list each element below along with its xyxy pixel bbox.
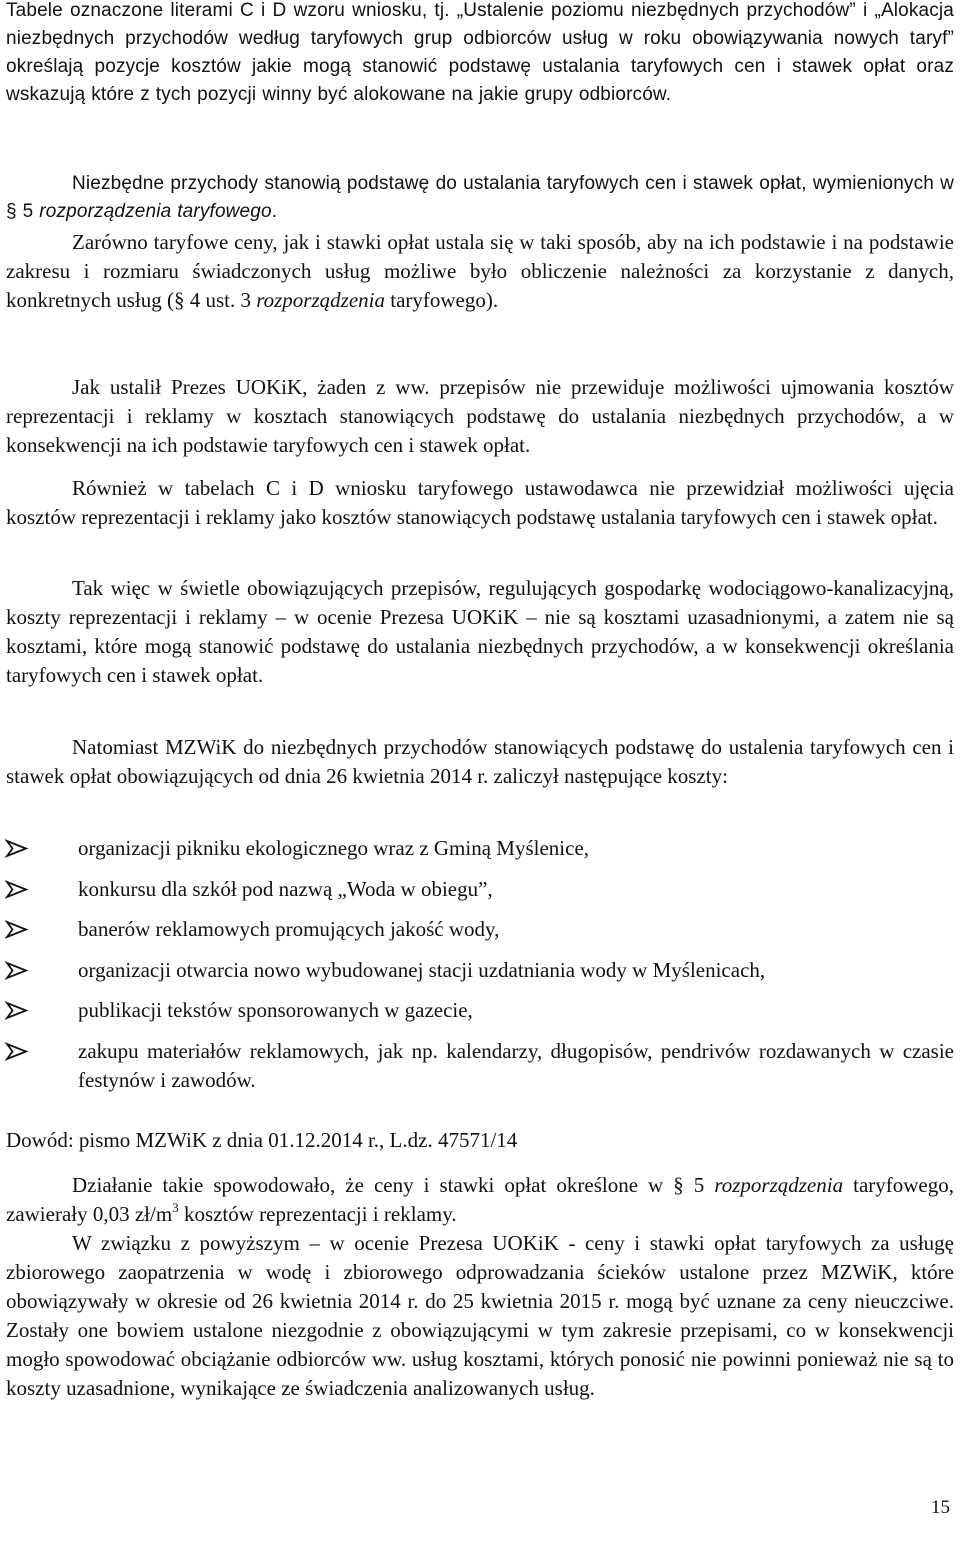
paragraph-tables-legislator [6,474,954,532]
paragraph-text: . [271,201,278,222]
page-number: 15 [931,1497,950,1518]
list-item [6,996,954,1025]
paragraph-text: Tabele oznaczone literami C i D wzoru wniosku, tj. „Ustalenie poziomu niezbędnych przychodów” i „Alokacja niezbędnych przychodów według taryfowych grup odbiorców usług w roku obowiązywania nowych taryf” określają pozycje kosztów jakie mogą stanowić podstawę ustalania taryfowych cen i stawek opłat oraz wskazują które z tych pozycji winny być alokowane na jakie grupy odbiorców. [6,0,954,105]
paragraph-mzwik-costs [6,733,954,791]
italic-citation: rozporządzenia taryfowego [39,201,272,222]
list-item [6,1037,954,1095]
paragraph-text: W związku z powyższym – w ocenie Prezesa UOKiK - ceny i stawki opłat taryfowych za usługę zbiorowego zaopatrzenia w wodę i zbiorowego odprowadzania ścieków ustalone przez MZWiK, które obowiązywały w okresie od 26 kwietnia 2014 r. do 25 kwietnia 2015 r. mogą być uznane za ceny nieuczciwe. Zostały one bowiem ustalone niezgodnie z obowiązującymi w tym zakresie przepisami, co w konsekwencji mogło spowodować obciążanie odbiorców ww. usług kosztami, których ponosić nie powinni ponieważ nie są to koszty uzasadnione, wynikające ze świadczenia analizowanych usług. [6,1231,954,1400]
list-item-text: zakupu materiałów reklamowych, jak np. kalendarzy, długopisów, pendrivów rozdawanych w czasie festynów i zawodów. [78,1038,954,1092]
document-page [6,0,954,1543]
paragraph-costs-unjustified [6,574,954,690]
paragraph-effect [6,1171,954,1229]
paragraph-text: taryfowego, zawierały 0,03 zł/m [6,1173,954,1226]
paragraph-tariff-prices [6,228,954,315]
paragraph-text: kosztów reprezentacji i reklamy. [178,1202,457,1226]
paragraph-text: Działanie takie spowodowało, że ceny i stawki opłat określone w § 5 [72,1173,715,1197]
arrowhead-bullet-icon [4,956,32,985]
paragraph-necessary-revenue [6,170,954,226]
list-item [6,956,954,985]
arrowhead-bullet-icon [4,915,32,944]
paragraph-text: Niezbędne przychody stanowią podstawę do ustalania taryfowych cen i stawek opłat, wymienionych w § 5 [6,173,954,222]
cost-list [6,834,954,1106]
paragraph-tables-cd [6,0,954,109]
evidence-text: Dowód: pismo MZWiK z dnia 01.12.2014 r., L.dz. 47571/14 [6,1128,518,1152]
arrowhead-bullet-icon [4,996,32,1025]
italic-citation: rozporządzenia [256,288,385,312]
paragraph-text: Natomiast MZWiK do niezbędnych przychodów stanowiących podstawę do ustalenia taryfowych cen i stawek opłat obowiązujących od dnia 26 kwietnia 2014 r. zaliczył następujące koszty: [6,735,954,788]
list-item-text: organizacji otwarcia nowo wybudowanej stacji uzdatniania wody w Myślenicach, [78,957,766,982]
list-item-text: banerów reklamowych promujących jakość wody, [78,917,500,941]
arrowhead-bullet-icon [4,834,32,863]
paragraph-conclusion [6,1229,954,1403]
list-item [6,834,954,863]
paragraph-text: Tak więc w świetle obowiązujących przepisów, regulujących gospodarkę wodociągowo-kanalizacyjną, koszty reprezentacji i reklamy – w ocenie Prezesa UOKiK – nie są kosztami uzasadnionymi, a zatem nie są kosztami, które mogą stanowić podstawę do ustalania niezbędnych przychodów, a w konsekwencji określania taryfowych cen i stawek opłat. [6,576,954,687]
list-item [6,875,954,904]
paragraph-text: taryfowego). [384,288,499,312]
list-item [6,915,954,944]
arrowhead-bullet-icon [4,875,32,904]
list-item-text: publikacji tekstów sponsorowanych w gazecie, [78,998,473,1022]
list-item-text: konkursu dla szkół pod nazwą „Woda w obiegu”, [78,876,493,901]
paragraph-text: Jak ustalił Prezes UOKiK, żaden z ww. przepisów nie przewiduje możliwości ujmowania kosztów reprezentacji i reklamy w kosztach stanowiących podstawę do ustalania niezbędnych przychodów, a w konsekwencji na ich podstawie taryfowych cen i stawek opłat. [6,375,954,457]
italic-citation: rozporządzenia [714,1173,844,1197]
superscript: 3 [172,1200,179,1215]
paragraph-text: Zarówno taryfowe ceny, jak i stawki opłat ustala się w taki sposób, aby na ich podstawie i na podstawie zakresu i rozmiaru świadczonych usług możliwe było obliczenie należności za korzystanie z danych, konkretnych usług (§ 4 ust. 3 [6,230,954,312]
paragraph-text: Również w tabelach C i D wniosku taryfowego ustawodawca nie przewidział możliwości ujęcia kosztów reprezentacji i reklamy jako kosztów stanowiących podstawę ustalania taryfowych cen i stawek opłat. [6,476,954,529]
arrowhead-bullet-icon [4,1037,32,1066]
paragraph-uokik-finding [6,373,954,460]
list-item-text: organizacji pikniku ekologicznego wraz z Gminą Myślenice, [78,836,590,860]
evidence-line [6,1126,954,1155]
